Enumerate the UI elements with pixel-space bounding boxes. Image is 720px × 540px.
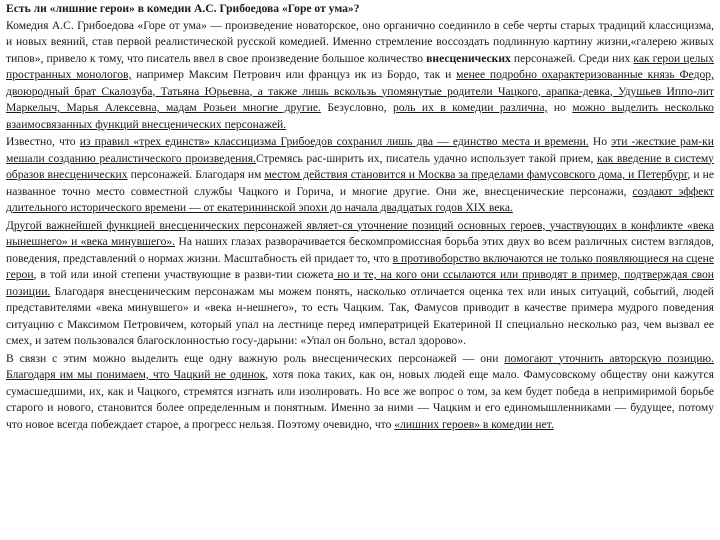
p1-text-2: персонажей. Среди них	[510, 51, 634, 65]
paragraph-1	[6, 18, 714, 134]
p2-text-5: , и не названное точно место совместной службы Чацкого и Горича, и многие другие. Они же, внесценические персонажи,	[6, 168, 714, 198]
p4-text-3: , хотя пока таких, как он, новых людей еще мало. Фамусовскому обществу они кажутся сумасшедшими, их, как и Чацкого, стремятся изгнать или изолировать. Но все же вопрос о том, за кем будет победа в непримиримой борьбе старого и нового, становится более определенным и понятным. Именно за ними — Чацким и его единомышленниками — будущее, потому что новое всегда побеждает старое, а прогресс нельзя. Поэтому очевидно, что	[6, 368, 714, 431]
p4-underline-2: Благодаря им мы понимаем, что Чацкий не одинок	[6, 368, 266, 381]
p3-underline-1: Другой важнейшей функцией внесценических персонажей являет-ся уточнение позиций основных героев, участвующих в конфликте «века нынешнего» и «века минувшего».	[6, 218, 714, 248]
p1-text-5: но	[547, 101, 573, 114]
p1-underline-3: роль их в комедии различна,	[392, 101, 548, 114]
p2-text-3: Стремясь рас-ширить их, писатель удачно использует такой прием,	[255, 151, 598, 165]
p1-underline-4: можно выделить несколько взаимосвязанных функций внесценических персонажей.	[6, 101, 714, 131]
p2-underline-2: эти -жесткие рам-ки мешали созданию реалистического произведения.	[6, 135, 715, 165]
p2-underline-1: из правил «трех единств» классицизма Грибоедов сохранил лишь два — единство места и времени.	[79, 135, 589, 148]
p4-underline-1: помогают уточнить авторскую позицию.	[504, 351, 714, 365]
paragraph-2	[6, 134, 714, 217]
p1-text-4: Безусловно,	[320, 101, 393, 114]
p1-text-1: Комедия А.С. Грибоедова «Горе от ума» — произведение новаторское, оно органично соединило в себе черты старых традиций классицизма, и новых веяний, став первой реалистической русской комедией. Именно стремление воссоздать подлинную картину жизни,«галерею живых типов», привело к тому, что писатель ввел в свое произведение большое количество	[6, 18, 714, 65]
document-title: Есть ли «лишние герои» в комедии А.С. Грибоедова «Горе от ума»?	[6, 2, 360, 15]
p2-underline-3: как введение в систему образов внесценических	[6, 151, 714, 181]
p3-text-3: Благодаря внесценическим персонажам мы можем понять, насколько отличается оценка тех или иных ситуаций, событий, людей представителями «века минувшего» и «века н-нешнего», то есть Чацким. Так, Фамусов приводит в качестве примера мудрого поведения ситуацию с Максимом Петровичем, который упал на лестнице перед императрицей Екатериной II специально несколько раз, чем вызвал ее смех, и затем пользовался благосклонностью госу-дарыни: «Упал он больно, встал здорово».	[6, 284, 714, 347]
p2-text-1: Известно, что	[6, 135, 80, 148]
p1-bold-term: внесценических	[426, 51, 511, 65]
p1-text-3: например Максим Петрович или француз ик из Бордо, так и	[131, 68, 457, 81]
p3-text-2: , в той или иной степени участвующие в разви-тии сюжета	[33, 268, 334, 281]
p1-underline-2: менее подробно охарактеризованные князь Федор, двоюродный брат Скалозуба, Татьяна Юрьевна, а также лишь вскользь упомянутые родители Чацкого, арапка-девка, Удушьев Иппо-лит Маркелыч, Марья Алексевна, мадам Розьеи многие другие.	[6, 68, 714, 114]
p2-text-2: Но	[588, 135, 612, 148]
p2-underline-4: местом действия становится и Москва за пределами фамусовского дома, и Петербург	[264, 168, 688, 181]
paragraph-3	[6, 218, 714, 350]
p2-underline-5: создают эффект длительного исторического времени — от екатерининской эпохи до начала двадцатых годов XIX века.	[6, 184, 714, 214]
p4-text-1: В связи с этим можно выделить еще одну важную роль внесценических персонажей — они	[6, 351, 505, 365]
p4-underline-3: «лишних героев» в комедии нет.	[394, 417, 554, 431]
p3-text-1: На наших глазах разворачивается бескомпромиссная борьба этих двух во всем различных систем взглядов, поведения, представлений о нормах жизни. Масштабность ей придает то, что	[6, 235, 714, 265]
p3-underline-3: но и те, на кого они ссылаются или приводят в пример, подтверждая свои позиции.	[6, 268, 714, 298]
p1-underline-1: как герои целых пространных монологов,	[6, 51, 714, 81]
p3-underline-2: в противоборство включаются не только появляющиеся на сцене герои	[6, 251, 714, 281]
p2-text-4: персонажей. Благодаря им	[127, 168, 265, 181]
paragraph-4	[6, 351, 714, 434]
